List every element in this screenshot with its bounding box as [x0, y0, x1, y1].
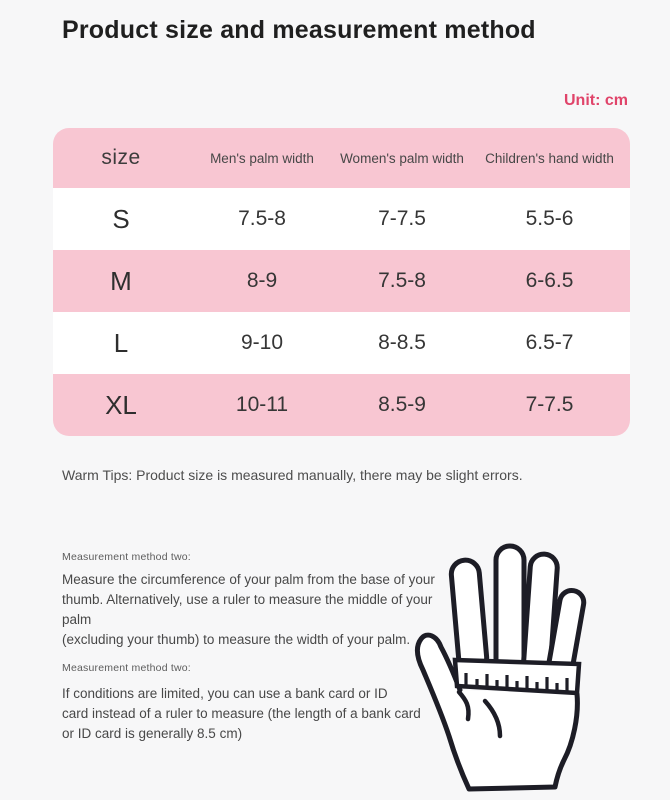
- warm-tips-text: Warm Tips: Product size is measured manually, there may be slight errors.: [62, 467, 523, 483]
- unit-note: Unit: cm: [564, 92, 628, 109]
- method-2-line: If conditions are limited, you can use a bank card or ID: [62, 686, 388, 701]
- children-cell: 6-6.5: [525, 269, 574, 292]
- column-header-women: Women's palm width: [340, 150, 464, 166]
- page-title: Product size and measurement method: [62, 16, 536, 44]
- size-table: [53, 128, 630, 436]
- measurement-method-heading-1: Measurement method two:: [62, 551, 191, 563]
- table-row: [53, 312, 630, 374]
- table-row: [53, 250, 630, 312]
- hand-with-ruler-illustration: [400, 540, 660, 800]
- women-cell: 7-7.5: [378, 207, 426, 230]
- size-table-header-row: [53, 128, 630, 188]
- method-2-line: or ID card is generally 8.5 cm): [62, 726, 243, 741]
- table-row: [53, 188, 630, 250]
- men-cell: 7.5-8: [238, 207, 286, 230]
- children-cell: 6.5-7: [525, 331, 574, 354]
- size-cell: XL: [105, 389, 137, 420]
- method-1-line: Measure the circumference of your palm from the base of your: [62, 572, 435, 587]
- women-cell: 8-8.5: [378, 331, 426, 354]
- children-cell: 5.5-6: [525, 207, 574, 230]
- size-cell: S: [112, 203, 130, 234]
- table-row: [53, 374, 630, 436]
- children-cell: 7-7.5: [525, 393, 574, 416]
- women-cell: 7.5-8: [378, 269, 426, 292]
- men-cell: 8-9: [246, 269, 278, 292]
- method-1-line: thumb. Alternatively, use a ruler to measure the middle of your palm: [62, 592, 433, 627]
- index-finger: [450, 559, 488, 673]
- column-header-size: size: [101, 146, 141, 169]
- column-header-men: Men's palm width: [210, 150, 314, 166]
- measurement-method-heading-2: Measurement method two:: [62, 662, 191, 674]
- method-1-line: (excluding your thumb) to measure the width of your palm.: [62, 632, 411, 647]
- size-cell: M: [110, 265, 132, 296]
- method-2-line: card instead of a ruler to measure (the length of a bank card: [62, 706, 421, 721]
- women-cell: 8.5-9: [378, 393, 426, 416]
- size-cell: L: [113, 327, 129, 358]
- middle-finger: [496, 546, 524, 674]
- men-cell: 9-10: [240, 331, 284, 354]
- men-cell: 10-11: [235, 393, 289, 416]
- column-header-children: Children's hand width: [485, 150, 614, 166]
